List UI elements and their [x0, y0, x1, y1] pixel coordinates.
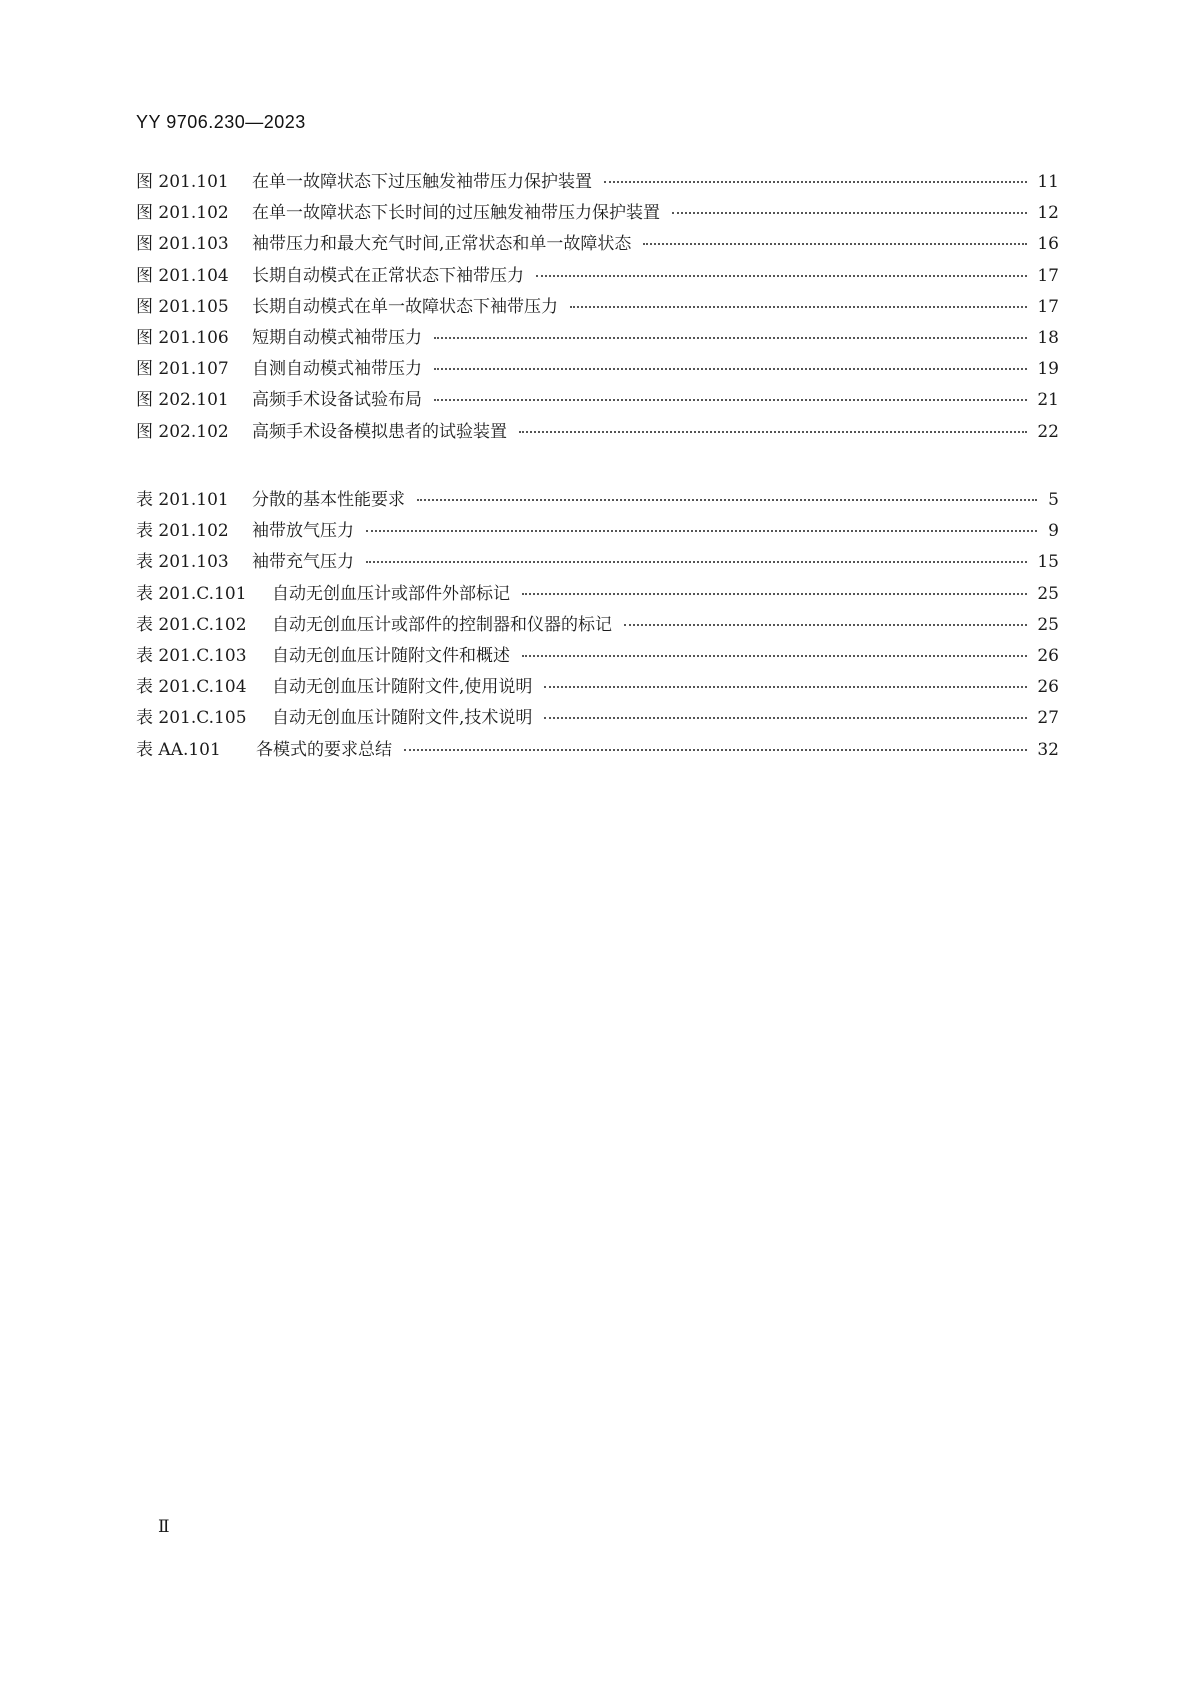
- figure-title: 长期自动模式在单一故障状态下袖带压力: [252, 296, 558, 317]
- page-number: 26: [1037, 677, 1059, 698]
- figure-title: 长期自动模式在正常状态下袖带压力: [252, 265, 524, 286]
- dot-leader: [519, 431, 1027, 433]
- table-title: 袖带充气压力: [252, 552, 354, 573]
- page-number: 21: [1037, 390, 1059, 411]
- figure-number: 图 201.103: [136, 234, 229, 255]
- figure-number: 图 201.101: [136, 172, 229, 192]
- page-number: 17: [1037, 265, 1059, 286]
- dot-leader: [672, 212, 1027, 214]
- table-entry[interactable]: [136, 641, 1059, 672]
- figure-number: 图 201.105: [136, 296, 229, 317]
- table-title: 自动无创血压计随附文件,使用说明: [272, 677, 533, 698]
- table-entry[interactable]: [136, 485, 1059, 516]
- table-title: 分散的基本性能要求: [252, 490, 405, 510]
- page-number: 12: [1037, 203, 1059, 224]
- dot-leader: [544, 717, 1027, 719]
- dot-leader: [544, 686, 1027, 688]
- page-number: 11: [1037, 172, 1059, 192]
- page-number: 18: [1037, 327, 1059, 348]
- figure-title: 自测自动模式袖带压力: [252, 359, 422, 380]
- figure-entry[interactable]: [136, 261, 1059, 292]
- dot-leader: [624, 624, 1027, 626]
- figure-entry[interactable]: [136, 354, 1059, 385]
- table-title: 自动无创血压计随附文件和概述: [272, 645, 510, 666]
- figure-entry[interactable]: [136, 229, 1059, 260]
- figure-entry[interactable]: [136, 417, 1059, 448]
- table-list: [136, 485, 1059, 766]
- figure-number: 图 201.107: [136, 359, 229, 380]
- figure-title: 在单一故障状态下过压触发袖带压力保护装置: [252, 172, 592, 192]
- page-number: 25: [1037, 614, 1059, 635]
- figure-title: 高频手术设备模拟患者的试验装置: [252, 421, 507, 442]
- page-number: 25: [1037, 583, 1059, 604]
- page-number: 19: [1037, 359, 1059, 380]
- figure-entry[interactable]: [136, 292, 1059, 323]
- figure-title: 高频手术设备试验布局: [252, 390, 422, 411]
- table-title: 袖带放气压力: [252, 521, 354, 542]
- table-number: 表 201.C.101: [136, 583, 247, 604]
- table-entry[interactable]: [136, 516, 1059, 547]
- table-title: 自动无创血压计随附文件,技术说明: [272, 708, 533, 729]
- dot-leader: [604, 181, 1027, 183]
- table-entry[interactable]: [136, 579, 1059, 610]
- table-number: 表 201.C.104: [136, 677, 247, 698]
- page-footer-number: Ⅱ: [158, 1517, 170, 1537]
- figure-number: 图 202.101: [136, 390, 229, 411]
- dot-leader: [366, 561, 1027, 563]
- figure-number: 图 202.102: [136, 421, 229, 442]
- figure-list: [136, 167, 1059, 448]
- figure-title: 在单一故障状态下长时间的过压触发袖带压力保护装置: [252, 203, 660, 224]
- table-title: 自动无创血压计或部件的控制器和仪器的标记: [272, 614, 612, 635]
- table-entry[interactable]: [136, 547, 1059, 578]
- table-number: 表 201.102: [136, 521, 229, 542]
- dot-leader: [434, 399, 1027, 401]
- page-number: 27: [1037, 708, 1059, 729]
- standard-number-header: YY 9706.230—2023: [136, 112, 306, 132]
- dot-leader: [404, 749, 1027, 751]
- page-number: 15: [1037, 552, 1059, 573]
- table-title: 自动无创血压计或部件外部标记: [272, 583, 510, 604]
- page-number: 5: [1048, 490, 1059, 510]
- figure-entry[interactable]: [136, 167, 1059, 198]
- table-title: 各模式的要求总结: [256, 739, 392, 760]
- table-number: 表 201.103: [136, 552, 229, 573]
- dot-leader: [536, 275, 1027, 277]
- dot-leader: [522, 593, 1027, 595]
- dot-leader: [434, 368, 1027, 370]
- figure-title: 短期自动模式袖带压力: [252, 327, 422, 348]
- figure-entry[interactable]: [136, 385, 1059, 416]
- page-number: 22: [1037, 421, 1059, 442]
- table-entry[interactable]: [136, 735, 1059, 766]
- dot-leader: [417, 499, 1037, 501]
- table-number: 表 201.C.105: [136, 708, 247, 729]
- figure-number: 图 201.102: [136, 203, 229, 224]
- dot-leader: [570, 306, 1027, 308]
- page-number: 16: [1037, 234, 1059, 255]
- table-entry[interactable]: [136, 672, 1059, 703]
- figure-number: 图 201.104: [136, 265, 229, 286]
- dot-leader: [643, 243, 1027, 245]
- figure-number: 图 201.106: [136, 327, 229, 348]
- page-number: 17: [1037, 296, 1059, 317]
- page-number: 9: [1048, 521, 1059, 542]
- table-entry[interactable]: [136, 610, 1059, 641]
- figure-entry[interactable]: [136, 323, 1059, 354]
- page-number: 32: [1037, 739, 1059, 760]
- table-entry[interactable]: [136, 703, 1059, 734]
- figure-entry[interactable]: [136, 198, 1059, 229]
- table-number: 表 AA.101: [136, 739, 221, 760]
- table-number: 表 201.C.103: [136, 645, 247, 666]
- dot-leader: [366, 530, 1037, 532]
- page-number: 26: [1037, 645, 1059, 666]
- figure-title: 袖带压力和最大充气时间,正常状态和单一故障状态: [252, 234, 632, 255]
- table-number: 表 201.C.102: [136, 614, 247, 635]
- dot-leader: [522, 655, 1027, 657]
- dot-leader: [434, 337, 1027, 339]
- table-number: 表 201.101: [136, 490, 229, 510]
